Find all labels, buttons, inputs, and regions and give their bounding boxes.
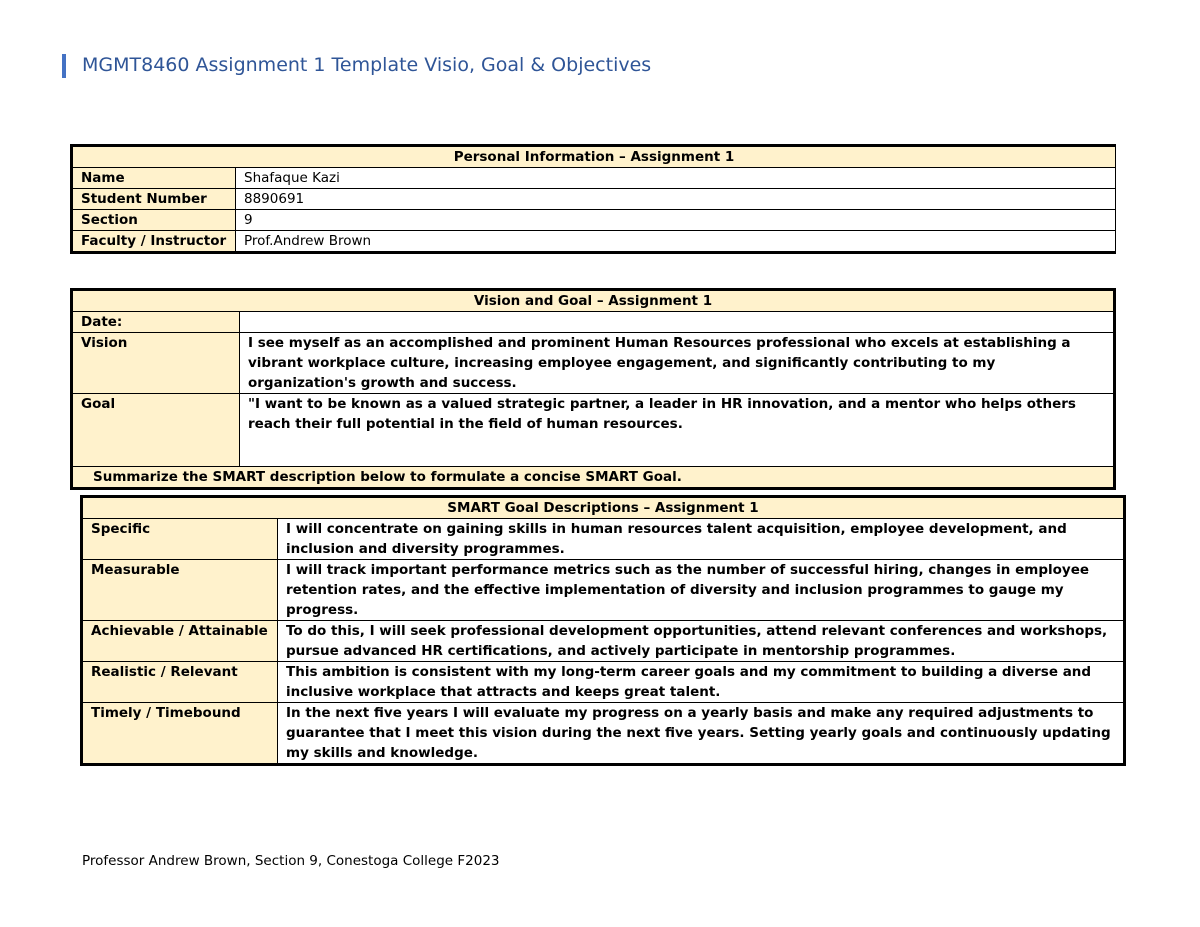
table-row	[72, 394, 1115, 467]
vision-label: Vision	[72, 333, 240, 394]
smart-summary-instruction: Summarize the SMART description below to formulate a concise SMART Goal.	[72, 467, 1115, 489]
achievable-value[interactable]: To do this, I will seek professional development opportunities, attend relevant conferences and workshops, pursue advanced HR certifications, and actively participate in mentorship programmes.	[278, 621, 1125, 662]
section-value[interactable]: 9	[236, 210, 1116, 231]
vision-value[interactable]: I see myself as an accomplished and prominent Human Resources professional who excels at establishing a vibrant workplace culture, increasing employee engagement, and significantly contributing to my organization's growth and success.	[240, 333, 1115, 394]
date-label: Date:	[72, 312, 240, 333]
instructor-value[interactable]: Prof.Andrew Brown	[236, 231, 1116, 253]
specific-value[interactable]: I will concentrate on gaining skills in human resources talent acquisition, employee development, and inclusion and diversity programmes.	[278, 519, 1125, 560]
smart-heading: SMART Goal Descriptions – Assignment 1	[82, 497, 1125, 519]
measurable-value[interactable]: I will track important performance metrics such as the number of successful hiring, changes in employee retention rates, and the effective implementation of diversity and inclusion programmes to gauge my progress.	[278, 560, 1125, 621]
table-row	[82, 519, 1125, 560]
smart-goal-table	[80, 495, 1126, 766]
page-title: MGMT8460 Assignment 1 Template Visio, Goal & Objectives	[82, 54, 652, 76]
table-row	[72, 189, 1116, 210]
table-row	[82, 662, 1125, 703]
achievable-label: Achievable / Attainable	[82, 621, 278, 662]
table-row	[72, 231, 1116, 253]
page-footer: Professor Andrew Brown, Section 9, Conestoga College F2023	[82, 853, 500, 869]
vision-goal-table	[70, 288, 1116, 490]
realistic-value[interactable]: This ambition is consistent with my long-term career goals and my commitment to building a diverse and inclusive workplace that attracts and keeps great talent.	[278, 662, 1125, 703]
instructor-label: Faculty / Instructor	[72, 231, 236, 253]
table-row	[82, 621, 1125, 662]
vision-goal-heading: Vision and Goal – Assignment 1	[72, 290, 1115, 312]
goal-value[interactable]: "I want to be known as a valued strategic partner, a leader in HR innovation, and a mentor who helps others reach their full potential in the field of human resources.	[240, 394, 1115, 467]
table-row	[82, 703, 1125, 765]
student-number-value[interactable]: 8890691	[236, 189, 1116, 210]
personal-info-table	[70, 144, 1116, 254]
student-number-label: Student Number	[72, 189, 236, 210]
table-row	[82, 560, 1125, 621]
goal-label: Goal	[72, 394, 240, 467]
name-value[interactable]: Shafaque Kazi	[236, 168, 1116, 189]
section-label: Section	[72, 210, 236, 231]
measurable-label: Measurable	[82, 560, 278, 621]
specific-label: Specific	[82, 519, 278, 560]
name-label: Name	[72, 168, 236, 189]
table-row	[72, 333, 1115, 394]
date-value[interactable]	[240, 312, 1115, 333]
personal-info-heading: Personal Information – Assignment 1	[72, 146, 1116, 168]
table-row	[72, 210, 1116, 231]
timely-label: Timely / Timebound	[82, 703, 278, 765]
title-accent-bar	[62, 54, 66, 78]
realistic-label: Realistic / Relevant	[82, 662, 278, 703]
table-row	[72, 168, 1116, 189]
timely-value[interactable]: In the next five years I will evaluate my progress on a yearly basis and make any required adjustments to guarantee that I meet this vision during the next five years. Setting yearly goals and continuously updating my skills and knowledge.	[278, 703, 1125, 765]
table-row	[72, 312, 1115, 333]
